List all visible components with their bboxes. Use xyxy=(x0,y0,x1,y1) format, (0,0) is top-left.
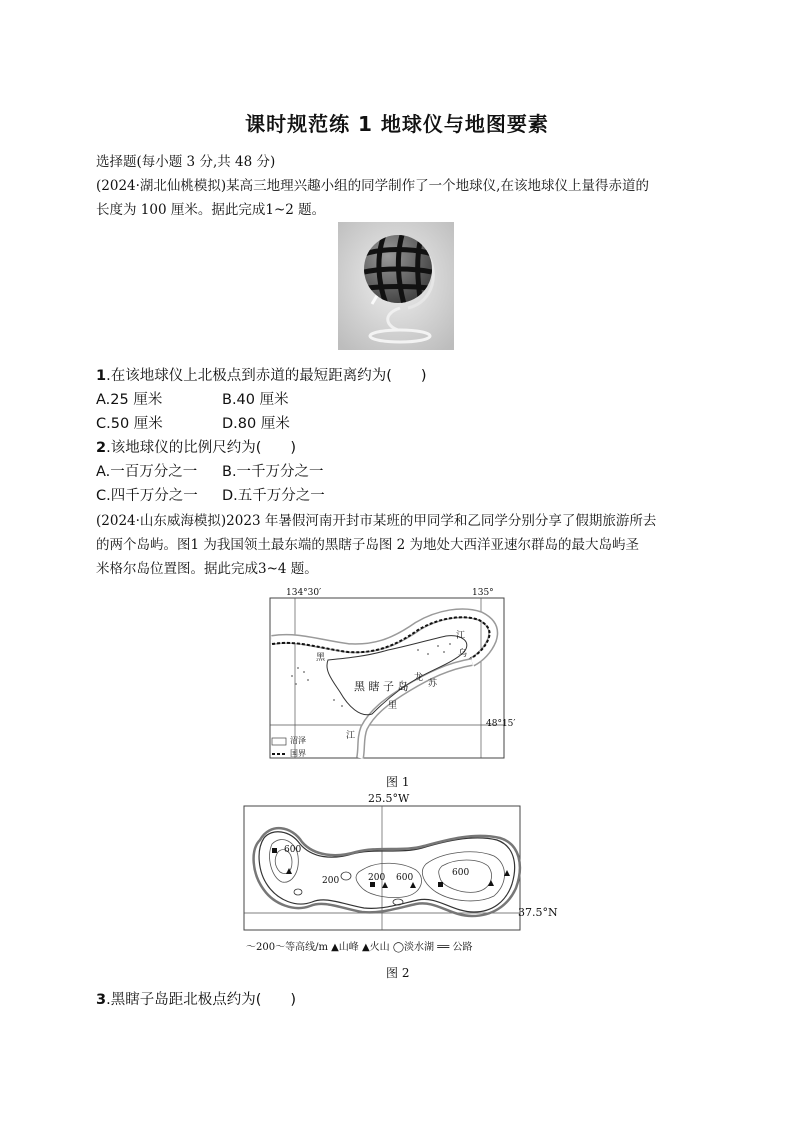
intro2-line2: 的两个岛屿。图1 为我国领土最东端的黑瞎子岛图 2 为地处大西洋亚速尔群岛的最大岛屿圣 xyxy=(96,537,640,553)
page-title: 课时规范练 1 地球仪与地图要素 xyxy=(245,112,549,136)
fig2-legend: ～200～等高线/m ▲山峰 ▲火山 ◯淡水湖 ══ 公路 xyxy=(246,942,473,953)
fig1-legend-border: 国界 xyxy=(290,749,306,758)
figure-1-map xyxy=(268,588,516,764)
fig2-contour-label: 600 xyxy=(396,873,414,883)
q2-option-b[interactable]: B.一千万分之一 xyxy=(222,464,324,480)
fig1-river-char: 乌 xyxy=(458,649,468,659)
fig1-lon-left: 134°30′ xyxy=(286,588,322,598)
fig1-river-char: 江 xyxy=(346,731,356,741)
q2-option-a[interactable]: A.一百万分之一 xyxy=(96,464,198,480)
fig2-contour-label: 600 xyxy=(452,868,470,878)
globe-photo xyxy=(338,222,454,350)
q1-option-b[interactable]: B.40 厘米 xyxy=(222,392,289,408)
intro1-line1: (2024·湖北仙桃模拟)某高三地理兴趣小组的同学制作了一个地球仪,在该地球仪上量得赤道的 xyxy=(96,178,649,194)
question-1: 1.在该地球仪上北极点到赤道的最短距离约为( ) xyxy=(96,368,427,384)
fig2-lon: 25.5°W xyxy=(368,792,410,805)
fig2-contour-label: 200 xyxy=(368,873,386,883)
intro2-line1: (2024·山东威海模拟)2023 年暑假河南开封市某班的甲同学和乙同学分别分享了假期旅游所去 xyxy=(96,513,657,529)
fig1-legend-swamp: 沼泽 xyxy=(290,736,306,745)
q1-option-d[interactable]: D.80 厘米 xyxy=(222,416,290,432)
question-2: 2.该地球仪的比例尺约为( ) xyxy=(96,440,297,456)
fig1-island-label: 黑 瞎 子 岛 xyxy=(354,680,409,693)
fig1-river-char: 里 xyxy=(388,701,398,711)
fig1-river-char: 龙 xyxy=(414,673,424,683)
intro1-line2: 长度为 100 厘米。据此完成1~2 题。 xyxy=(96,202,326,218)
fig2-lat: 37.5°N xyxy=(518,906,558,919)
fig1-river-char: 黑 xyxy=(316,653,326,663)
fig1-river-char: 江 xyxy=(456,631,466,641)
q2-option-c[interactable]: C.四千万分之一 xyxy=(96,488,198,504)
fig1-river-char: 苏 xyxy=(428,679,438,689)
intro2-line3: 米格尔岛位置图。据此完成3~4 题。 xyxy=(96,561,318,577)
fig2-contour-label: 200 xyxy=(322,876,340,886)
q1-option-c[interactable]: C.50 厘米 xyxy=(96,416,163,432)
figure-2-caption: 图 2 xyxy=(386,966,410,980)
fig1-lon-right: 135° xyxy=(472,588,494,598)
q1-option-a[interactable]: A.25 厘米 xyxy=(96,392,163,408)
figure-1-caption: 图 1 xyxy=(386,775,410,789)
figure-2-map xyxy=(242,792,558,960)
section-header: 选择题(每小题 3 分,共 48 分) xyxy=(96,154,276,170)
fig1-lat: 48°15′ xyxy=(486,719,516,729)
question-3: 3.黑瞎子岛距北极点约为( ) xyxy=(96,992,297,1008)
q2-option-d[interactable]: D.五千万分之一 xyxy=(222,488,325,504)
fig2-contour-label: 600 xyxy=(284,845,302,855)
